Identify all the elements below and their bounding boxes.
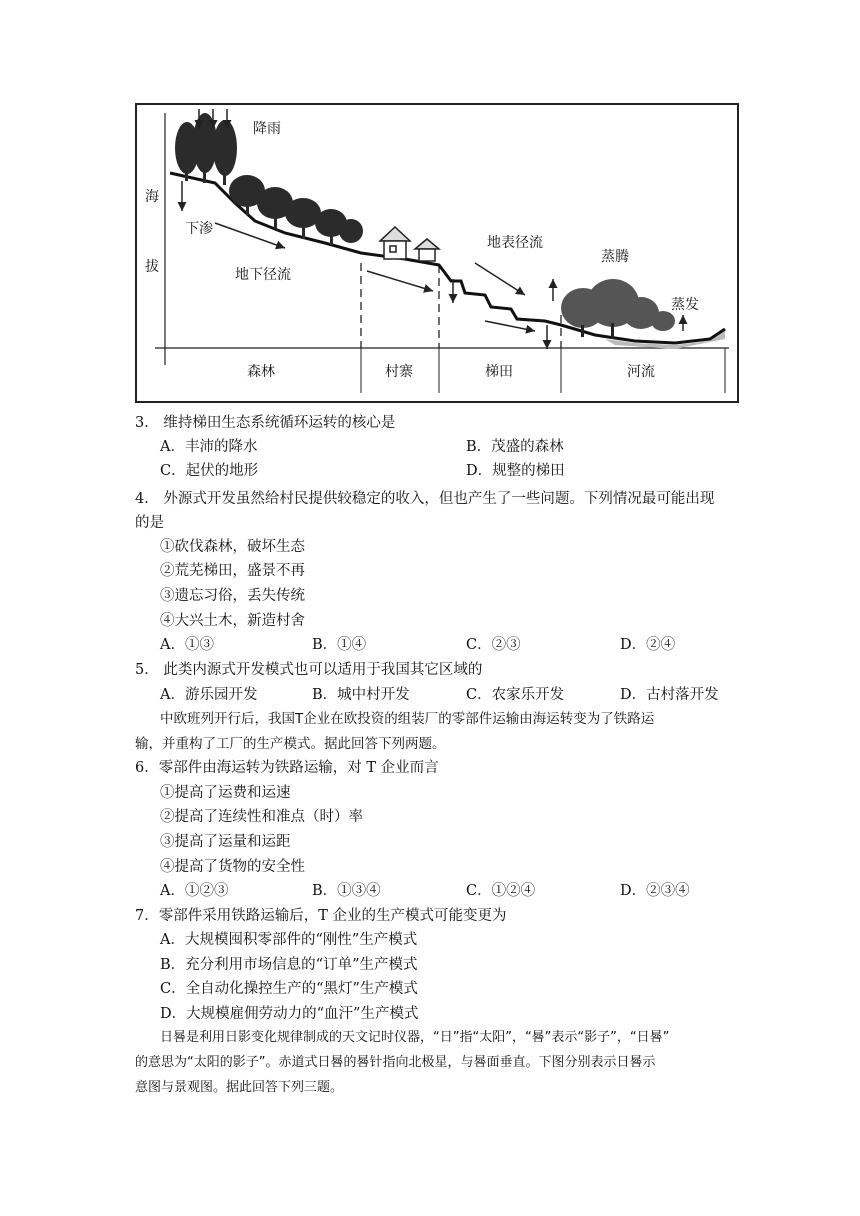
label-infiltration: 下渗 <box>185 221 213 237</box>
label-underground-runoff: 地下径流 <box>235 267 291 283</box>
question-5-stem: 5． 此类内源式开发模式也可以适用于我国其它区域的 <box>135 662 483 678</box>
q6-item-2: ②提高了连续性和准点（时）率 <box>160 809 363 825</box>
q4-item-2: ②荒芜梯田，盛景不再 <box>160 563 305 579</box>
q7-option-b[interactable]: B．充分利用市场信息的“订单”生产模式 <box>160 957 418 973</box>
q3-option-c[interactable]: C．起伏的地形 <box>160 463 259 479</box>
question-7-stem: 7．零部件采用铁路运输后，T 企业的生产模式可能变更为 <box>135 908 507 924</box>
q4-item-3: ③遗忘习俗，丢失传统 <box>160 588 305 604</box>
q4-item-1: ①砍伐森林，破坏生态 <box>160 539 305 555</box>
q6-option-d[interactable]: D．②③④ <box>620 883 690 899</box>
q5-option-c[interactable]: C．农家乐开发 <box>466 687 565 703</box>
label-transpiration: 蒸腾 <box>601 249 629 265</box>
question-4-stem: 4． 外源式开发虽然给村民提供较稳定的收入，但也产生了一些问题。下列情况最可能出现 <box>135 491 715 507</box>
zone-river: 河流 <box>627 364 655 380</box>
label-surface-runoff: 地表径流 <box>487 235 543 251</box>
q6-item-3: ③提高了运量和运距 <box>160 834 291 850</box>
label-altitude-2: 拔 <box>145 259 159 275</box>
q6-option-c[interactable]: C．①②④ <box>466 883 536 899</box>
q7-option-c[interactable]: C．全自动化操控生产的“黑灯”生产模式 <box>160 981 418 997</box>
q4-option-c[interactable]: C．②③ <box>466 637 521 653</box>
q6-option-b[interactable]: B．①③④ <box>312 883 381 899</box>
question-6-stem: 6．零部件由海运转为铁路运输，对 T 企业而言 <box>135 760 439 776</box>
zone-village: 村寨 <box>385 364 413 380</box>
q5-option-d[interactable]: D．古村落开发 <box>620 687 719 703</box>
passage-2-line-2: 的意思为“太阳的影子”。赤道式日晷的晷针指向北极星，与晷面垂直。下图分别表示日晷示 <box>135 1055 656 1070</box>
q3-option-d[interactable]: D．规整的梯田 <box>466 463 565 479</box>
q4-item-4: ④大兴土木，新造村舍 <box>160 613 305 629</box>
q7-option-a[interactable]: A．大规模囤积零部件的“刚性”生产模式 <box>160 932 418 948</box>
passage-1-line-2: 输，并重构了工厂的生产模式。据此回答下列两题。 <box>135 736 446 752</box>
label-evaporation: 蒸发 <box>671 297 699 313</box>
terrace-ecosystem-diagram <box>135 103 739 403</box>
q5-option-b[interactable]: B．城中村开发 <box>312 687 410 703</box>
passage-1-line-1: 中欧班列开行后，我国T企业在欧投资的组装厂的零部件运输由海运转变为了铁路运 <box>160 711 655 727</box>
q7-option-d[interactable]: D．大规模雇佣劳动力的“血汗”生产模式 <box>160 1006 419 1022</box>
q6-option-a[interactable]: A．①②③ <box>160 883 229 899</box>
q6-item-1: ①提高了运费和运速 <box>160 785 291 801</box>
q4-option-d[interactable]: D．②④ <box>620 637 676 653</box>
q3-option-a[interactable]: A．丰沛的降水 <box>160 439 258 455</box>
q4-option-b[interactable]: B．①④ <box>312 637 367 653</box>
question-4-stem-cont: 的是 <box>135 515 164 531</box>
q4-option-a[interactable]: A．①③ <box>160 637 214 653</box>
zone-terraces: 梯田 <box>485 364 513 380</box>
zone-forest: 森林 <box>247 364 275 380</box>
q3-option-b[interactable]: B．茂盛的森林 <box>466 439 564 455</box>
q5-option-a[interactable]: A．游乐园开发 <box>160 687 258 703</box>
q6-item-4: ④提高了货物的安全性 <box>160 859 305 875</box>
question-3-stem: 3． 维持梯田生态系统循环运转的核心是 <box>135 415 396 431</box>
label-rain: 降雨 <box>253 121 281 137</box>
label-altitude-1: 海 <box>145 189 159 205</box>
passage-2-line-1: 日晷是利用日影变化规律制成的天文记时仪器，“日”指“太阳”，“晷”表示“影子”，“日晷” <box>160 1030 670 1045</box>
passage-2-line-3: 意图与景观图。据此回答下列三题。 <box>135 1080 344 1095</box>
